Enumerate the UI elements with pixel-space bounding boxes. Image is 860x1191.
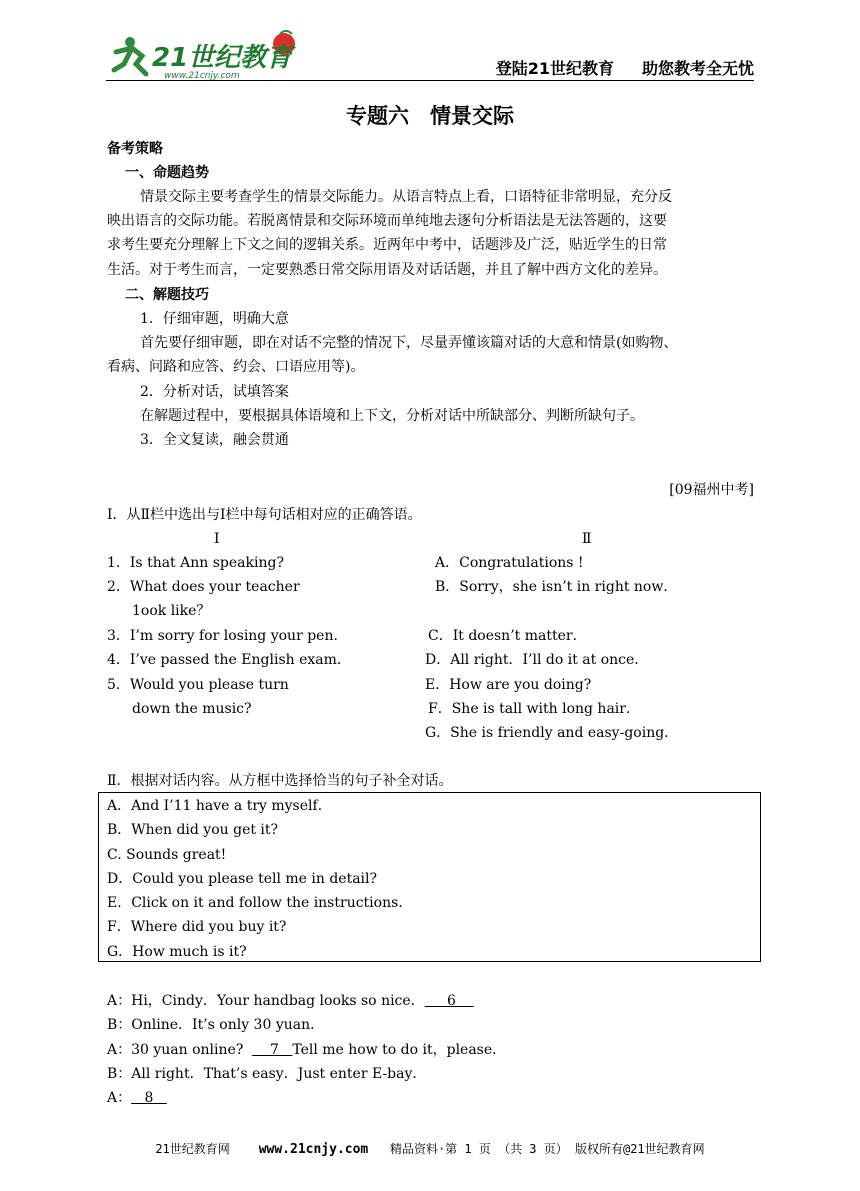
site-logo [108, 30, 308, 82]
skill-2-line: 在解题过程中，要根据具体语境和上下文，分析对话中所缺部分、判断所缺句子。 [140, 408, 644, 424]
skill-2-title: 2．分析对话，试填答案 [140, 384, 289, 400]
left-item: 2．What does your teacher [107, 579, 300, 595]
dialogue-line [107, 989, 474, 1013]
right-option: D．All right．I’ll do it at once． [425, 652, 649, 668]
box-option: D．Could you please tell me in detail? [107, 871, 378, 887]
header-slogan [496, 56, 754, 79]
runner-icon [114, 37, 146, 74]
svg-text:21世纪教育: 21世纪教育 [152, 43, 293, 73]
column-header-2: Ⅱ [582, 531, 592, 547]
right-option: B．Sorry，she isn’t in right now． [435, 579, 678, 595]
dialogue-line [107, 1086, 167, 1110]
dialogue-text: Tell me how to do it，please． [292, 1042, 507, 1058]
trend-heading: 一、命题趋势 [125, 165, 209, 181]
skill-1-line: 看病、问路和应答、约会、口语应用等)。 [107, 359, 365, 375]
header-slogan-right: 助您教考全无忧 [641, 59, 754, 78]
exam-source: [09福州中考] [669, 482, 754, 498]
header-divider [106, 80, 754, 81]
trend-paragraph-line: 映出语言的交际功能。若脱离情景和交际环境而单纯地去逐句分析语法是无法答题的，这要 [107, 213, 667, 229]
strategy-heading: 备考策略 [107, 141, 163, 157]
blank-6: 6 [446, 993, 456, 1009]
blank-8: 8 [144, 1090, 154, 1106]
dialogue-text: A：Hi，Cindy．Your handbag looks so nice． [107, 993, 425, 1009]
dialogue-text: A： [107, 1090, 132, 1106]
svg-text:www.21cnjy.com: www.21cnjy.com [164, 71, 240, 81]
right-option: F．She is tall with long hair． [428, 701, 640, 717]
right-option: E．How are you doing? [425, 677, 592, 693]
footer-url[interactable]: www.21cnjy.com [258, 1142, 369, 1157]
dialogue-line: B：All right．That’s easy．Just enter E-bay． [107, 1066, 427, 1082]
left-item: 4．I’ve passed the English exam. [107, 652, 342, 668]
left-item-continuation: 1ook like？ [132, 603, 211, 619]
page-title: 专题六 情景交际 [346, 104, 514, 128]
left-item: 3．I’m sorry for losing your pen． [107, 628, 348, 644]
dialogue-text: A：30 yuan online? [107, 1042, 244, 1058]
column-header-1: I [214, 531, 220, 547]
skill-1-title: 1．仔细审题，明确大意 [140, 311, 289, 327]
right-option: G．She is friendly and easy-going． [425, 725, 679, 741]
box-option: A．And I’11 have a try myself． [107, 798, 332, 814]
box-option: G．How much is it? [107, 944, 247, 960]
right-option: A．Congratulations ! [435, 555, 584, 571]
trend-paragraph-line: 求考生要充分理解上下文之间的逻辑关系。近两年中考中，话题涉及广泛，贴近学生的日常 [107, 237, 667, 253]
page-footer [0, 1140, 860, 1157]
skill-1-line: 首先要仔细审题，即在对话不完整的情况下，尽量弄懂该篇对话的大意和情景(如购物、 [140, 335, 678, 351]
part1-instruction: I．从Ⅱ栏中选出与I栏中每句话相对应的正确答语。 [107, 507, 422, 523]
skill-3-title: 3．全文复读，融会贯通 [140, 432, 289, 448]
header-slogan-left: 登陆21世纪教育 [495, 59, 614, 78]
box-option: B．When did you get it? [107, 822, 279, 838]
left-item: 5．Would you please turn [107, 677, 289, 693]
left-item-continuation: down the music? [132, 701, 252, 717]
part2-instruction: Ⅱ．根据对话内容。从方框中选择恰当的句子补全对话。 [107, 773, 453, 789]
blank-7: 7 [270, 1042, 279, 1058]
footer-site: 21世纪教育网 [155, 1142, 230, 1156]
left-item: 1．Is that Ann speaking? [107, 555, 284, 571]
trend-paragraph-line: 情景交际主要考查学生的情景交际能力。从语言特点上看，口语特征非常明显，充分反 [140, 189, 672, 205]
box-option: E．Click on it and follow the instructions． [107, 895, 413, 911]
right-option: C．It doesn’t matter． [428, 628, 587, 644]
dialogue-line: B：Online．It’s only 30 yuan． [107, 1017, 325, 1033]
box-option: C. Sounds great! [107, 847, 227, 863]
footer-page-info: 精品资料·第 1 页 （共 3 页） 版权所有@21世纪教育网 [389, 1142, 705, 1156]
box-option: F．Where did you buy it? [107, 919, 287, 935]
dialogue-line [107, 1038, 506, 1062]
trend-paragraph-line: 生活。对于考生而言，一定要熟悉日常交际用语及对话话题，并且了解中西方文化的差异。 [107, 262, 667, 278]
skills-heading: 二、解题技巧 [125, 287, 209, 303]
